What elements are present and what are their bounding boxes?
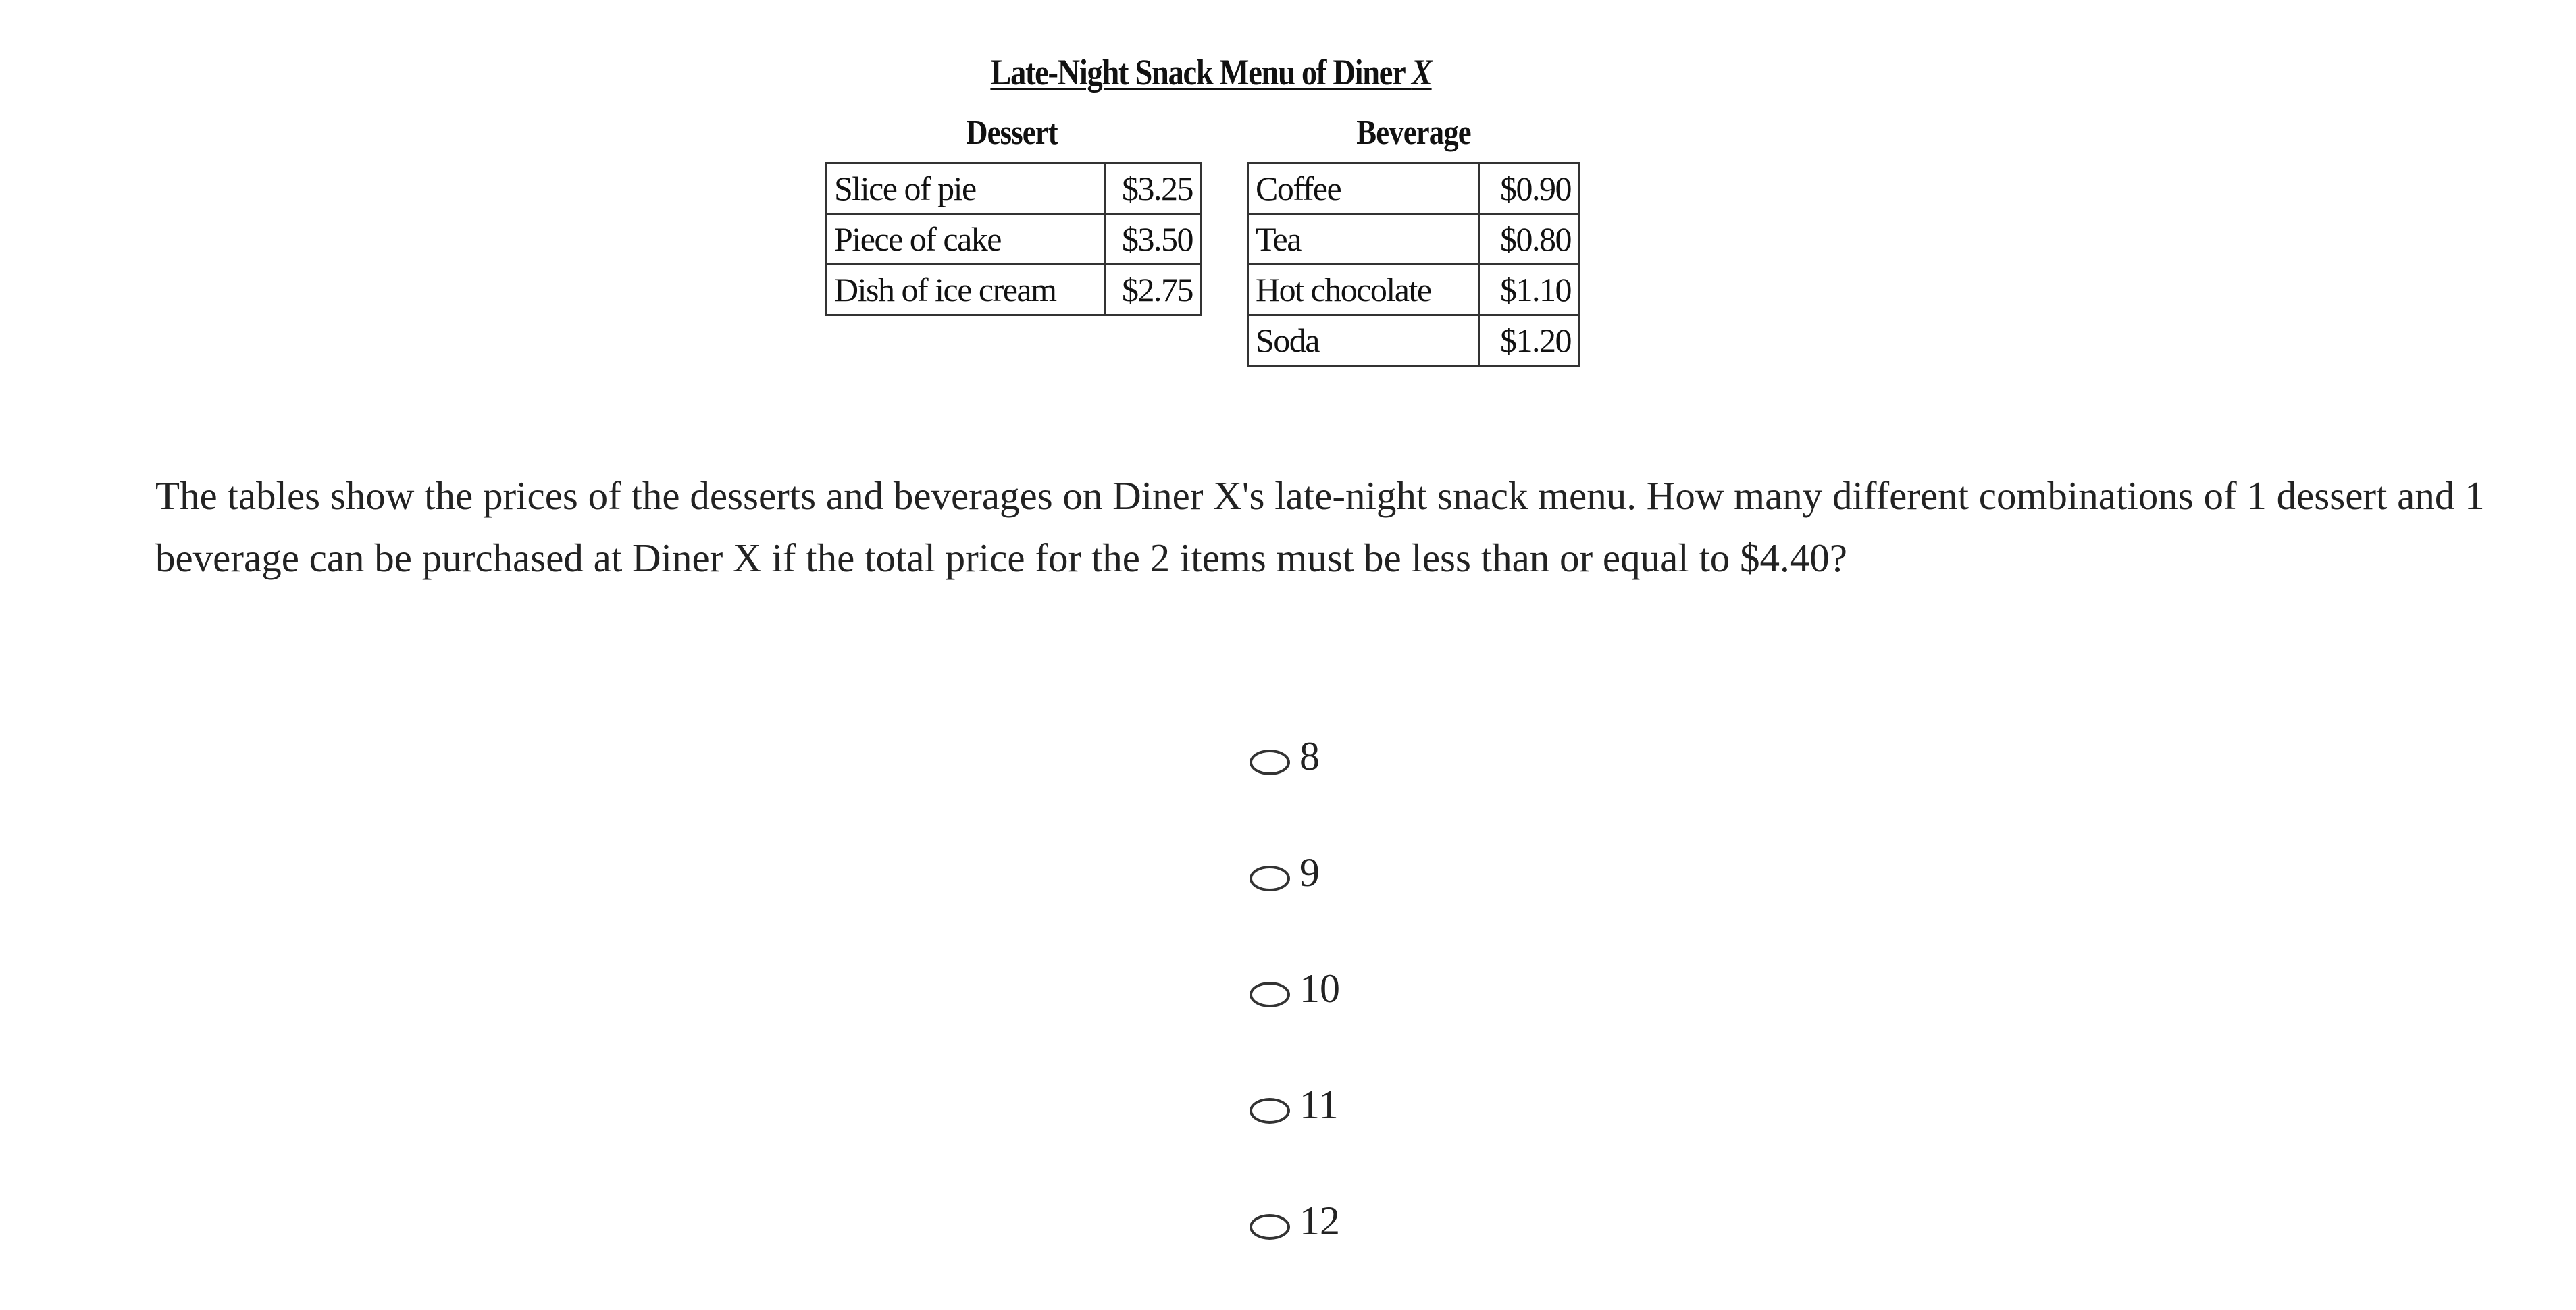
menu-title-letter: X	[1411, 52, 1432, 93]
answer-choice-label[interactable]: 11	[1299, 1082, 1339, 1127]
question-text: The tables show the prices of the desserts and beverages on Diner X's late-night snack menu. How many different combinations of 1 dessert and 1 beverage can be purchased at Diner X if the total price for the 2 items must be less than or equal to $4.40?	[155, 473, 2485, 580]
beverage-item-name: Tea	[1248, 214, 1480, 265]
radio-button-icon[interactable]	[1250, 1098, 1290, 1124]
beverage-item-name: Hot chocolate	[1248, 265, 1480, 315]
beverage-item-price: $1.20	[1480, 315, 1579, 366]
beverage-caption: Beverage	[1356, 113, 1471, 152]
dessert-table	[825, 162, 1202, 316]
table-row	[1248, 214, 1579, 265]
table-row	[1248, 265, 1579, 315]
table-row	[827, 163, 1201, 214]
dessert-item-price: $3.50	[1106, 214, 1201, 265]
answer-choice[interactable]	[1250, 962, 1520, 1078]
dessert-item-name: Piece of cake	[827, 214, 1106, 265]
dessert-caption: Dessert	[966, 113, 1058, 152]
answer-choice[interactable]	[1250, 845, 1520, 962]
menu-title-text: Late-Night Snack Menu of Diner	[990, 52, 1412, 93]
table-row	[1248, 315, 1579, 366]
radio-button-icon[interactable]	[1250, 1214, 1290, 1240]
beverage-item-price: $0.90	[1480, 163, 1579, 214]
dessert-item-name: Dish of ice cream	[827, 265, 1106, 315]
radio-button-icon[interactable]	[1250, 982, 1290, 1007]
answer-choice-label[interactable]: 8	[1299, 734, 1320, 779]
answer-choice-label[interactable]: 10	[1299, 966, 1340, 1011]
table-row	[827, 265, 1201, 315]
answer-choice[interactable]	[1250, 1194, 1520, 1310]
answer-choice[interactable]	[1250, 1078, 1520, 1194]
radio-button-icon[interactable]	[1250, 866, 1290, 891]
menu-figure	[823, 42, 1599, 393]
beverage-item-price: $1.10	[1480, 265, 1579, 315]
answer-choice-label[interactable]: 12	[1299, 1199, 1340, 1243]
answer-choice[interactable]	[1250, 729, 1520, 845]
answer-choice-label[interactable]: 9	[1299, 850, 1320, 895]
table-row	[827, 214, 1201, 265]
dessert-item-price: $2.75	[1106, 265, 1201, 315]
beverage-item-price: $0.80	[1480, 214, 1579, 265]
dessert-item-price: $3.25	[1106, 163, 1201, 214]
menu-title	[877, 49, 1545, 96]
dessert-item-name: Slice of pie	[827, 163, 1106, 214]
beverage-item-name: Soda	[1248, 315, 1480, 366]
table-row	[1248, 163, 1579, 214]
radio-button-icon[interactable]	[1250, 750, 1290, 775]
answer-choices	[1250, 729, 1520, 1310]
beverage-table	[1247, 162, 1580, 367]
beverage-item-name: Coffee	[1248, 163, 1480, 214]
